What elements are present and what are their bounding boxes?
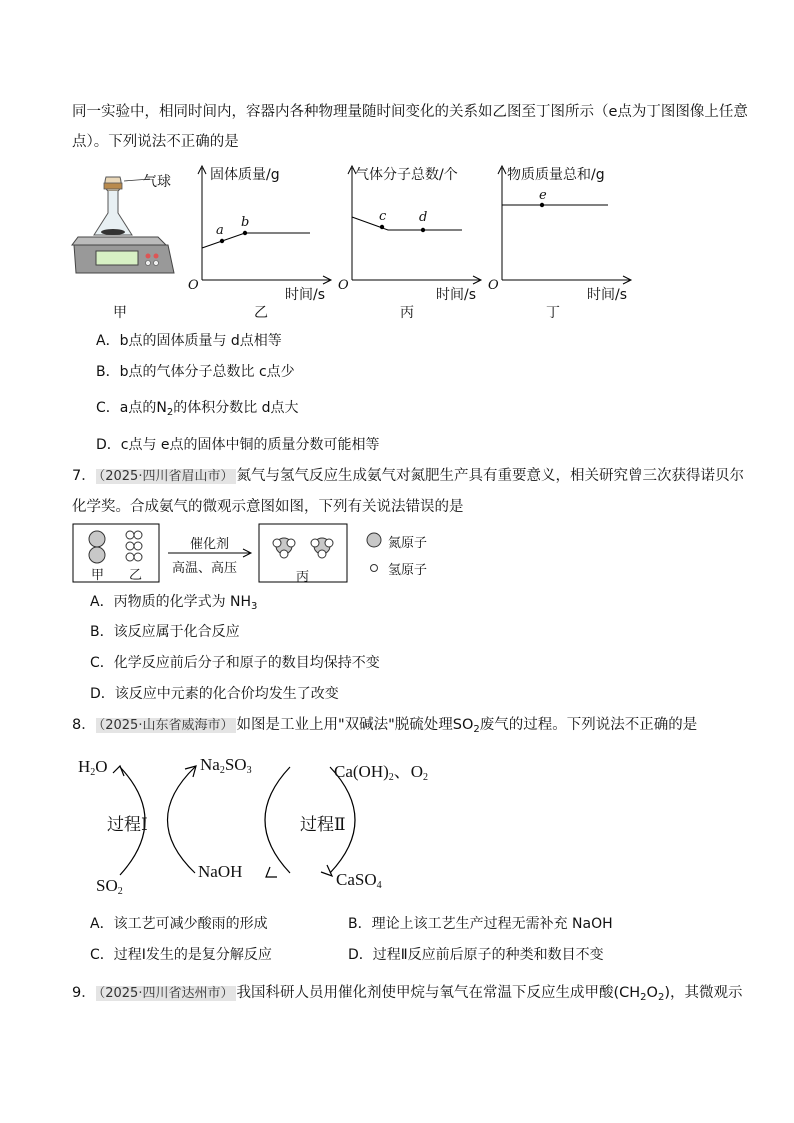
q6-intro-line2: 点）。下列说法不正确的是: [72, 134, 239, 150]
q6-option-c-sub: 2: [166, 407, 174, 418]
balloon-band: [104, 183, 122, 189]
point-b: [243, 231, 247, 235]
na2so3-label: [200, 755, 252, 776]
reactant-box: [73, 524, 159, 582]
graph-bing-ylabel: 气体分子总数/个: [355, 167, 458, 183]
arrow-label-conditions: 高温、高压: [172, 561, 238, 576]
graph-bing-origin: O: [338, 278, 349, 293]
balance-flask-figure: [70, 165, 190, 315]
hydrogen-atom: [280, 550, 288, 558]
graph-yi-origin: O: [188, 278, 199, 293]
hydrogen-atom: [134, 542, 142, 550]
graph-yi-caption: 乙: [254, 305, 268, 321]
process1-label: 过程Ⅰ: [107, 815, 148, 834]
balance-button: [146, 261, 151, 266]
q9-text-pre: 我国科研人员用催化剂使甲烷与氧气在常温下反应生成甲酸(CH: [236, 985, 641, 1001]
q6-option-c[interactable]: [96, 398, 299, 423]
graph-yi-point-a-label: a: [216, 223, 224, 238]
graph-ding-point-e-label: e: [539, 188, 547, 203]
q6-option-d[interactable]: D．c点与 e点的固体中铜的质量分数可能相等: [96, 437, 380, 453]
balance-button: [146, 254, 151, 259]
point-e: [540, 203, 544, 207]
q7-line2: 化学奖。合成氨气的微观示意图如图，下列有关说法错误的是: [72, 499, 464, 515]
h2o-label: [78, 757, 108, 778]
caoh-text: Ca(OH): [334, 762, 389, 781]
q7-number: 7．: [72, 468, 96, 484]
nitrogen-atom: [89, 547, 105, 563]
hydrogen-atom: [126, 531, 134, 539]
na2so3-sub1: 2: [219, 765, 225, 776]
so2-label: [96, 876, 123, 897]
caso4-text: CaSO: [336, 870, 377, 889]
hydrogen-atom: [311, 539, 319, 547]
balance-pan: [72, 237, 166, 245]
q7-option-a-sub: 3: [251, 601, 258, 612]
graph-bing-caption: 丙: [400, 305, 414, 321]
q9-number: 9．: [72, 985, 96, 1001]
graph-yi-ylabel: 固体质量/g: [210, 167, 280, 183]
q7-line1: [72, 466, 744, 487]
q8-text-sub: 2: [473, 724, 480, 735]
so2-sub: 2: [117, 886, 123, 897]
graph-ding-origin: O: [488, 278, 499, 293]
legend-nitrogen-icon: [367, 533, 381, 547]
process2-arrowhead-caso4: [321, 865, 332, 876]
diagram-label-bing: 丙: [296, 570, 310, 585]
process1-arc-right: [168, 767, 196, 873]
q9-text-mid: O: [646, 985, 658, 1001]
process2-arrowhead-naoh: [266, 867, 277, 877]
q8-text-post: 废气的过程。下列说法不正确的是: [479, 717, 698, 733]
hydrogen-atom: [318, 550, 326, 558]
q9-sub2: 2: [657, 992, 665, 1003]
fig-jia-caption: 甲: [113, 305, 127, 321]
caso4-label: [336, 870, 382, 891]
h2o-o: O: [95, 757, 108, 776]
hydrogen-atom: [134, 553, 142, 561]
process2-arc-left: [265, 767, 290, 873]
balance-button: [154, 261, 159, 266]
na2so3-so: SO: [224, 755, 247, 774]
hydrogen-atom: [134, 531, 142, 539]
graph-ding-caption: 丁: [546, 305, 560, 321]
point-c: [380, 225, 384, 229]
graph-yi-point-b-label: b: [241, 215, 250, 230]
arrow-label-catalyst: 催化剂: [190, 537, 230, 552]
hydrogen-atom: [287, 539, 295, 547]
graph-bing-point-c-label: c: [379, 209, 387, 224]
o2-sub: 2: [423, 772, 429, 783]
q6-option-c-pre: C．a点的N: [96, 400, 167, 416]
q8-option-d[interactable]: D．过程Ⅱ反应前后原子的种类和数目不变: [348, 947, 604, 963]
h2o-sub: 2: [90, 767, 96, 778]
q8-number: 8．: [72, 717, 96, 733]
hydrogen-atom: [273, 539, 281, 547]
gas-molecule-line: [352, 217, 462, 230]
q7-option-b[interactable]: B．该反应属于化合反应: [90, 624, 240, 640]
q8-line: [72, 715, 697, 740]
graph-bing-xlabel: 时间/s: [436, 287, 477, 303]
caoh2-o2-label: [334, 757, 428, 783]
q9-line: [72, 983, 742, 1008]
caso4-sub: 4: [376, 880, 382, 891]
hydrogen-atom: [126, 542, 134, 550]
na2so3-sub2: 3: [246, 765, 252, 776]
conical-flask: [94, 191, 132, 235]
flask-solid: [101, 229, 125, 235]
legend-symbols: [366, 530, 386, 578]
q9-source-tag: （2025·四川省达州市）: [96, 986, 237, 1001]
legend-hydrogen-label: 氢原子: [388, 563, 428, 578]
q8-option-c[interactable]: C．过程Ⅰ发生的是复分解反应: [90, 947, 272, 963]
q8-option-a[interactable]: A．该工艺可减少酸雨的形成: [90, 916, 268, 932]
process2-label: 过程Ⅱ: [300, 815, 346, 834]
q6-option-b[interactable]: B．b点的气体分子总数比 c点少: [96, 364, 295, 380]
q6-intro-line1: 同一实验中，相同时间内，容器内各种物理量随时间变化的关系如乙图至丁图所示（e点为丁图图像上任意: [72, 104, 748, 120]
diagram-label-jia: 甲: [91, 568, 105, 583]
q7-option-c[interactable]: C．化学反应前后分子和原子的数目均保持不变: [90, 655, 380, 671]
graph-yi-xlabel: 时间/s: [285, 287, 326, 303]
h2o-h: H: [78, 757, 91, 776]
diagram-label-yi: 乙: [129, 568, 143, 583]
graph-ding-xlabel: 时间/s: [587, 287, 628, 303]
q8-option-b[interactable]: B．理论上该工艺生产过程无需补充 NaOH: [348, 916, 613, 932]
q9-sub1: 2: [640, 992, 647, 1003]
naoh-label: NaOH: [198, 862, 243, 881]
q7-option-d[interactable]: D．该反应中元素的化合价均发生了改变: [90, 686, 339, 702]
legend-hydrogen-icon: [371, 565, 378, 572]
process1-arrowhead-h2o: [113, 766, 124, 776]
graph-bing-point-d-label: d: [419, 210, 428, 225]
legend-nitrogen-label: 氮原子: [388, 536, 428, 551]
point-d: [421, 228, 425, 232]
q6-option-a[interactable]: A．b点的固体质量与 d点相等: [96, 333, 282, 349]
point-a: [220, 239, 224, 243]
hydrogen-atom: [126, 553, 134, 561]
so2-text: SO: [96, 876, 118, 895]
q6-option-c-post: 的体积分数比 d点大: [173, 400, 299, 416]
q7-source-tag: （2025·四川省眉山市）: [96, 469, 237, 484]
balance-display: [96, 251, 138, 265]
graph-ding-ylabel: 物质质量总和/g: [507, 167, 605, 183]
hydrogen-atom: [325, 539, 333, 547]
q8-source-tag: （2025·山东省威海市）: [96, 718, 237, 733]
caoh-sub: 2: [388, 772, 394, 783]
q7-option-a-pre: A．丙物质的化学式为 NH: [90, 594, 252, 610]
q7-option-a[interactable]: [90, 592, 257, 617]
nitrogen-atom: [89, 531, 105, 547]
balloon-label: 气球: [143, 174, 171, 190]
q8-text-pre: 如图是工业上用"双碱法"脱硫处理SO: [236, 717, 474, 733]
balance-button: [154, 254, 159, 259]
q9-text-post: )，其微观示: [664, 985, 743, 1001]
o2-text: 、O: [393, 762, 424, 781]
na2so3-na: Na: [200, 755, 220, 774]
q7-text1: 氮气与氢气反应生成氨气对氮肥生产具有重要意义，相关研究曾三次获得诺贝尔: [236, 468, 744, 484]
